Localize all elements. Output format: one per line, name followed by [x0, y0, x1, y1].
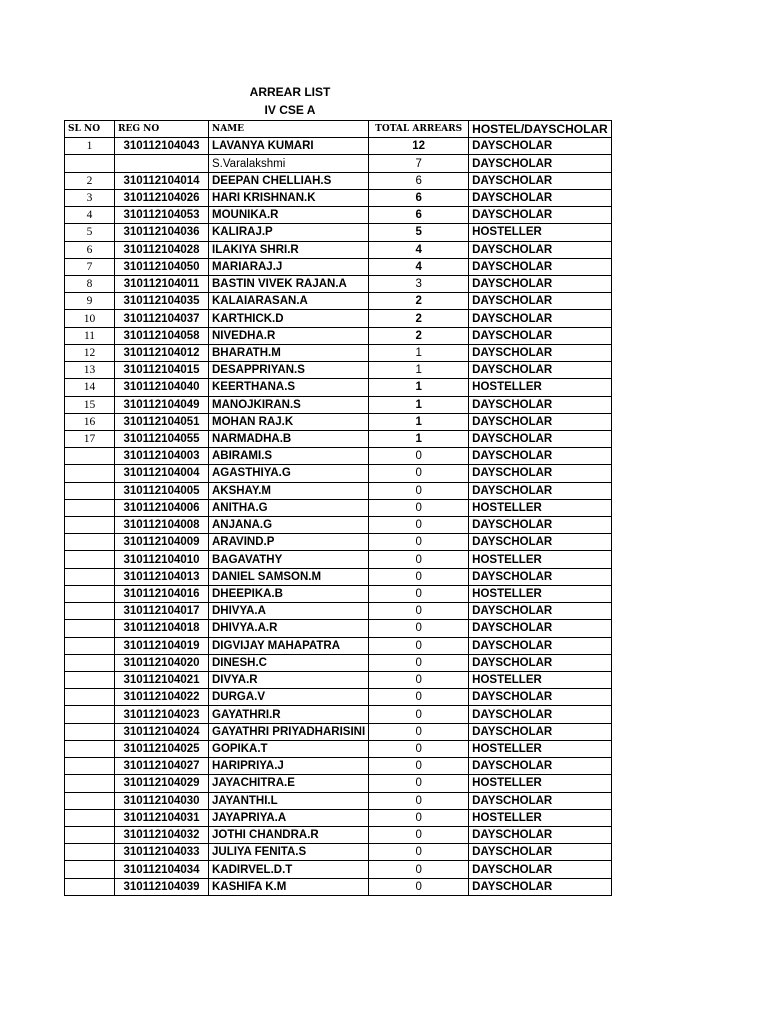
reg-no-cell: 310112104033: [115, 844, 209, 861]
status-cell: HOSTELLER: [469, 379, 612, 396]
status-cell: DAYSCHOLAR: [469, 603, 612, 620]
name-cell: GOPIKA.T: [209, 740, 369, 757]
reg-no-cell: 310112104023: [115, 706, 209, 723]
sl-no-cell: 2: [65, 172, 115, 189]
table-row: [65, 844, 612, 861]
table-row: [65, 293, 612, 310]
reg-no-cell: 310112104030: [115, 792, 209, 809]
sl-no-cell: [65, 499, 115, 516]
name-cell: DESAPPRIYAN.S: [209, 362, 369, 379]
status-cell: DAYSCHOLAR: [469, 482, 612, 499]
sl-no-cell: [65, 620, 115, 637]
sl-no-cell: [65, 826, 115, 843]
name-cell: DEEPAN CHELLIAH.S: [209, 172, 369, 189]
name-cell: DHIVYA.A: [209, 603, 369, 620]
header-name: NAME: [209, 121, 369, 138]
table-row: [65, 224, 612, 241]
table-row: [65, 568, 612, 585]
sl-no-cell: 15: [65, 396, 115, 413]
total-arrears-cell: 2: [369, 293, 469, 310]
status-cell: DAYSCHOLAR: [469, 172, 612, 189]
name-cell: ABIRAMI.S: [209, 448, 369, 465]
name-cell: GAYATHRI.R: [209, 706, 369, 723]
total-arrears-cell: 12: [369, 138, 469, 155]
name-cell: BHARATH.M: [209, 344, 369, 361]
status-cell: DAYSCHOLAR: [469, 826, 612, 843]
total-arrears-cell: 6: [369, 207, 469, 224]
sl-no-cell: 7: [65, 258, 115, 275]
table-row: [65, 861, 612, 878]
name-cell: NIVEDHA.R: [209, 327, 369, 344]
sl-no-cell: [65, 551, 115, 568]
total-arrears-cell: 0: [369, 517, 469, 534]
total-arrears-cell: 1: [369, 362, 469, 379]
status-cell: HOSTELLER: [469, 499, 612, 516]
sl-no-cell: [65, 482, 115, 499]
table-row: [65, 740, 612, 757]
total-arrears-cell: 0: [369, 448, 469, 465]
table-row: [65, 310, 612, 327]
table-row: [65, 792, 612, 809]
reg-no-cell: 310112104013: [115, 568, 209, 585]
total-arrears-cell: 0: [369, 844, 469, 861]
sl-no-cell: [65, 672, 115, 689]
name-cell: ANJANA.G: [209, 517, 369, 534]
header-reg-no: REG NO: [115, 121, 209, 138]
sl-no-cell: [65, 637, 115, 654]
sl-no-cell: 16: [65, 413, 115, 430]
total-arrears-cell: 1: [369, 379, 469, 396]
table-row: [65, 413, 612, 430]
reg-no-cell: 310112104005: [115, 482, 209, 499]
header-hostel-dayscholar: HOSTEL/DAYSCHOLAR: [469, 121, 612, 138]
sl-no-cell: 5: [65, 224, 115, 241]
table-row: [65, 689, 612, 706]
reg-no-cell: 310112104040: [115, 379, 209, 396]
status-cell: DAYSCHOLAR: [469, 327, 612, 344]
status-cell: DAYSCHOLAR: [469, 637, 612, 654]
total-arrears-cell: 0: [369, 551, 469, 568]
total-arrears-cell: 0: [369, 689, 469, 706]
total-arrears-cell: 0: [369, 723, 469, 740]
reg-no-cell: 310112104034: [115, 861, 209, 878]
total-arrears-cell: 0: [369, 878, 469, 895]
sl-no-cell: [65, 568, 115, 585]
sl-no-cell: [65, 654, 115, 671]
table-row: [65, 275, 612, 292]
name-cell: DHIVYA.A.R: [209, 620, 369, 637]
sl-no-cell: 17: [65, 430, 115, 447]
sl-no-cell: [65, 723, 115, 740]
table-row: [65, 465, 612, 482]
name-cell: MARIARAJ.J: [209, 258, 369, 275]
reg-no-cell: 310112104026: [115, 189, 209, 206]
total-arrears-cell: 4: [369, 241, 469, 258]
status-cell: DAYSCHOLAR: [469, 878, 612, 895]
name-cell: HARI KRISHNAN.K: [209, 189, 369, 206]
table-row: [65, 189, 612, 206]
total-arrears-cell: 0: [369, 809, 469, 826]
total-arrears-cell: 1: [369, 413, 469, 430]
sl-no-cell: [65, 844, 115, 861]
name-cell: LAVANYA KUMARI: [209, 138, 369, 155]
sl-no-cell: 13: [65, 362, 115, 379]
total-arrears-cell: 0: [369, 758, 469, 775]
status-cell: DAYSCHOLAR: [469, 344, 612, 361]
name-cell: KALAIARASAN.A: [209, 293, 369, 310]
reg-no-cell: 310112104032: [115, 826, 209, 843]
reg-no-cell: 310112104019: [115, 637, 209, 654]
reg-no-cell: 310112104003: [115, 448, 209, 465]
name-cell: DINESH.C: [209, 654, 369, 671]
name-cell: S.Varalakshmi: [209, 155, 369, 172]
total-arrears-cell: 0: [369, 620, 469, 637]
name-cell: JAYANTHI.L: [209, 792, 369, 809]
sl-no-cell: [65, 861, 115, 878]
total-arrears-cell: 0: [369, 534, 469, 551]
reg-no-cell: 310112104029: [115, 775, 209, 792]
name-cell: AGASTHIYA.G: [209, 465, 369, 482]
table-row: [65, 723, 612, 740]
name-cell: DANIEL SAMSON.M: [209, 568, 369, 585]
total-arrears-cell: 0: [369, 465, 469, 482]
reg-no-cell: 310112104022: [115, 689, 209, 706]
status-cell: DAYSCHOLAR: [469, 861, 612, 878]
total-arrears-cell: 6: [369, 172, 469, 189]
reg-no-cell: 310112104015: [115, 362, 209, 379]
reg-no-cell: 310112104043: [115, 138, 209, 155]
reg-no-cell: 310112104024: [115, 723, 209, 740]
total-arrears-cell: 0: [369, 568, 469, 585]
sl-no-cell: 4: [65, 207, 115, 224]
sl-no-cell: [65, 534, 115, 551]
total-arrears-cell: 0: [369, 637, 469, 654]
status-cell: DAYSCHOLAR: [469, 310, 612, 327]
status-cell: DAYSCHOLAR: [469, 362, 612, 379]
total-arrears-cell: 0: [369, 740, 469, 757]
sl-no-cell: [65, 448, 115, 465]
name-cell: ILAKIYA SHRI.R: [209, 241, 369, 258]
arrear-table: [64, 120, 612, 896]
total-arrears-cell: 6: [369, 189, 469, 206]
name-cell: ARAVIND.P: [209, 534, 369, 551]
total-arrears-cell: 1: [369, 344, 469, 361]
reg-no-cell: 310112104031: [115, 809, 209, 826]
total-arrears-cell: 0: [369, 672, 469, 689]
status-cell: DAYSCHOLAR: [469, 568, 612, 585]
name-cell: DIVYA.R: [209, 672, 369, 689]
reg-no-cell: 310112104021: [115, 672, 209, 689]
name-cell: KARTHICK.D: [209, 310, 369, 327]
reg-no-cell: 310112104010: [115, 551, 209, 568]
total-arrears-cell: 0: [369, 706, 469, 723]
status-cell: DAYSCHOLAR: [469, 275, 612, 292]
sl-no-cell: 1: [65, 138, 115, 155]
status-cell: DAYSCHOLAR: [469, 792, 612, 809]
sl-no-cell: 10: [65, 310, 115, 327]
table-row: [65, 758, 612, 775]
sl-no-cell: 3: [65, 189, 115, 206]
document-title: ARREAR LIST: [249, 85, 331, 99]
table-row: [65, 241, 612, 258]
name-cell: NARMADHA.B: [209, 430, 369, 447]
reg-no-cell: 310112104055: [115, 430, 209, 447]
sl-no-cell: [65, 603, 115, 620]
total-arrears-cell: 0: [369, 826, 469, 843]
status-cell: DAYSCHOLAR: [469, 138, 612, 155]
table-header-row: [65, 121, 612, 138]
total-arrears-cell: 0: [369, 603, 469, 620]
table-row: [65, 706, 612, 723]
reg-no-cell: 310112104004: [115, 465, 209, 482]
total-arrears-cell: 0: [369, 499, 469, 516]
status-cell: DAYSCHOLAR: [469, 207, 612, 224]
table-row: [65, 482, 612, 499]
reg-no-cell: 310112104018: [115, 620, 209, 637]
table-row: [65, 258, 612, 275]
reg-no-cell: 310112104009: [115, 534, 209, 551]
status-cell: DAYSCHOLAR: [469, 620, 612, 637]
reg-no-cell: 310112104011: [115, 275, 209, 292]
reg-no-cell: 310112104012: [115, 344, 209, 361]
sl-no-cell: 14: [65, 379, 115, 396]
name-cell: KADIRVEL.D.T: [209, 861, 369, 878]
sl-no-cell: [65, 809, 115, 826]
sl-no-cell: [65, 155, 115, 172]
sl-no-cell: [65, 878, 115, 895]
name-cell: AKSHAY.M: [209, 482, 369, 499]
total-arrears-cell: 0: [369, 775, 469, 792]
status-cell: DAYSCHOLAR: [469, 723, 612, 740]
sl-no-cell: 9: [65, 293, 115, 310]
total-arrears-cell: 1: [369, 396, 469, 413]
reg-no-cell: 310112104017: [115, 603, 209, 620]
sl-no-cell: 12: [65, 344, 115, 361]
name-cell: HARIPRIYA.J: [209, 758, 369, 775]
reg-no-cell: 310112104036: [115, 224, 209, 241]
total-arrears-cell: 0: [369, 482, 469, 499]
name-cell: JAYAPRIYA.A: [209, 809, 369, 826]
table-row: [65, 826, 612, 843]
name-cell: KEERTHANA.S: [209, 379, 369, 396]
total-arrears-cell: 3: [369, 275, 469, 292]
table-row: [65, 654, 612, 671]
total-arrears-cell: 1: [369, 430, 469, 447]
reg-no-cell: 310112104039: [115, 878, 209, 895]
total-arrears-cell: 0: [369, 654, 469, 671]
reg-no-cell: 310112104051: [115, 413, 209, 430]
status-cell: DAYSCHOLAR: [469, 155, 612, 172]
name-cell: MANOJKIRAN.S: [209, 396, 369, 413]
table-row: [65, 138, 612, 155]
status-cell: DAYSCHOLAR: [469, 448, 612, 465]
status-cell: DAYSCHOLAR: [469, 241, 612, 258]
total-arrears-cell: 0: [369, 585, 469, 602]
name-cell: KASHIFA K.M: [209, 878, 369, 895]
total-arrears-cell: 0: [369, 792, 469, 809]
name-cell: KALIRAJ.P: [209, 224, 369, 241]
table-row: [65, 775, 612, 792]
name-cell: DHEEPIKA.B: [209, 585, 369, 602]
status-cell: HOSTELLER: [469, 809, 612, 826]
status-cell: DAYSCHOLAR: [469, 465, 612, 482]
name-cell: DURGA.V: [209, 689, 369, 706]
header-total-arrears: TOTAL ARREARS: [369, 121, 469, 138]
status-cell: DAYSCHOLAR: [469, 189, 612, 206]
table-row: [65, 672, 612, 689]
reg-no-cell: 310112104016: [115, 585, 209, 602]
status-cell: DAYSCHOLAR: [469, 413, 612, 430]
sl-no-cell: [65, 758, 115, 775]
table-row: [65, 362, 612, 379]
table-row: [65, 430, 612, 447]
table-row: [65, 809, 612, 826]
status-cell: DAYSCHOLAR: [469, 534, 612, 551]
total-arrears-cell: 0: [369, 861, 469, 878]
reg-no-cell: 310112104027: [115, 758, 209, 775]
name-cell: MOHAN RAJ.K: [209, 413, 369, 430]
table-row: [65, 327, 612, 344]
sl-no-cell: [65, 689, 115, 706]
sl-no-cell: 8: [65, 275, 115, 292]
table-row: [65, 585, 612, 602]
reg-no-cell: 310112104053: [115, 207, 209, 224]
table-row: [65, 379, 612, 396]
sl-no-cell: [65, 585, 115, 602]
status-cell: HOSTELLER: [469, 740, 612, 757]
name-cell: MOUNIKA.R: [209, 207, 369, 224]
table-row: [65, 878, 612, 895]
header-sl-no: SL NO: [65, 121, 115, 138]
table-row: [65, 448, 612, 465]
status-cell: DAYSCHOLAR: [469, 430, 612, 447]
name-cell: JAYACHITRA.E: [209, 775, 369, 792]
document-subtitle: IV CSE A: [264, 103, 316, 117]
status-cell: DAYSCHOLAR: [469, 396, 612, 413]
table-row: [65, 172, 612, 189]
name-cell: BASTIN VIVEK RAJAN.A: [209, 275, 369, 292]
reg-no-cell: 310112104020: [115, 654, 209, 671]
table-row: [65, 517, 612, 534]
total-arrears-cell: 5: [369, 224, 469, 241]
table-row: [65, 637, 612, 654]
reg-no-cell: 310112104008: [115, 517, 209, 534]
table-row: [65, 396, 612, 413]
reg-no-cell: 310112104035: [115, 293, 209, 310]
reg-no-cell: 310112104049: [115, 396, 209, 413]
total-arrears-cell: 7: [369, 155, 469, 172]
name-cell: JULIYA FENITA.S: [209, 844, 369, 861]
table-row: [65, 207, 612, 224]
total-arrears-cell: 2: [369, 310, 469, 327]
table-row: [65, 534, 612, 551]
sl-no-cell: [65, 740, 115, 757]
reg-no-cell: 310112104037: [115, 310, 209, 327]
reg-no-cell: 310112104014: [115, 172, 209, 189]
status-cell: DAYSCHOLAR: [469, 689, 612, 706]
table-body: [65, 138, 612, 896]
reg-no-cell: 310112104025: [115, 740, 209, 757]
name-cell: JOTHI CHANDRA.R: [209, 826, 369, 843]
total-arrears-cell: 2: [369, 327, 469, 344]
status-cell: DAYSCHOLAR: [469, 844, 612, 861]
sl-no-cell: [65, 517, 115, 534]
status-cell: DAYSCHOLAR: [469, 258, 612, 275]
table-row: [65, 344, 612, 361]
table-row: [65, 603, 612, 620]
sl-no-cell: 6: [65, 241, 115, 258]
status-cell: DAYSCHOLAR: [469, 654, 612, 671]
table-row: [65, 499, 612, 516]
status-cell: DAYSCHOLAR: [469, 293, 612, 310]
reg-no-cell: 310112104050: [115, 258, 209, 275]
sl-no-cell: [65, 775, 115, 792]
status-cell: DAYSCHOLAR: [469, 706, 612, 723]
name-cell: DIGVIJAY MAHAPATRA: [209, 637, 369, 654]
sl-no-cell: 11: [65, 327, 115, 344]
status-cell: DAYSCHOLAR: [469, 758, 612, 775]
sl-no-cell: [65, 465, 115, 482]
reg-no-cell: 310112104006: [115, 499, 209, 516]
status-cell: HOSTELLER: [469, 672, 612, 689]
table-row: [65, 155, 612, 172]
table-row: [65, 551, 612, 568]
status-cell: HOSTELLER: [469, 551, 612, 568]
reg-no-cell: [115, 155, 209, 172]
status-cell: HOSTELLER: [469, 224, 612, 241]
name-cell: GAYATHRI PRIYADHARISINI: [209, 723, 369, 740]
status-cell: HOSTELLER: [469, 585, 612, 602]
table-row: [65, 620, 612, 637]
name-cell: ANITHA.G: [209, 499, 369, 516]
status-cell: DAYSCHOLAR: [469, 517, 612, 534]
name-cell: BAGAVATHY: [209, 551, 369, 568]
reg-no-cell: 310112104058: [115, 327, 209, 344]
total-arrears-cell: 4: [369, 258, 469, 275]
sl-no-cell: [65, 706, 115, 723]
reg-no-cell: 310112104028: [115, 241, 209, 258]
sl-no-cell: [65, 792, 115, 809]
status-cell: HOSTELLER: [469, 775, 612, 792]
